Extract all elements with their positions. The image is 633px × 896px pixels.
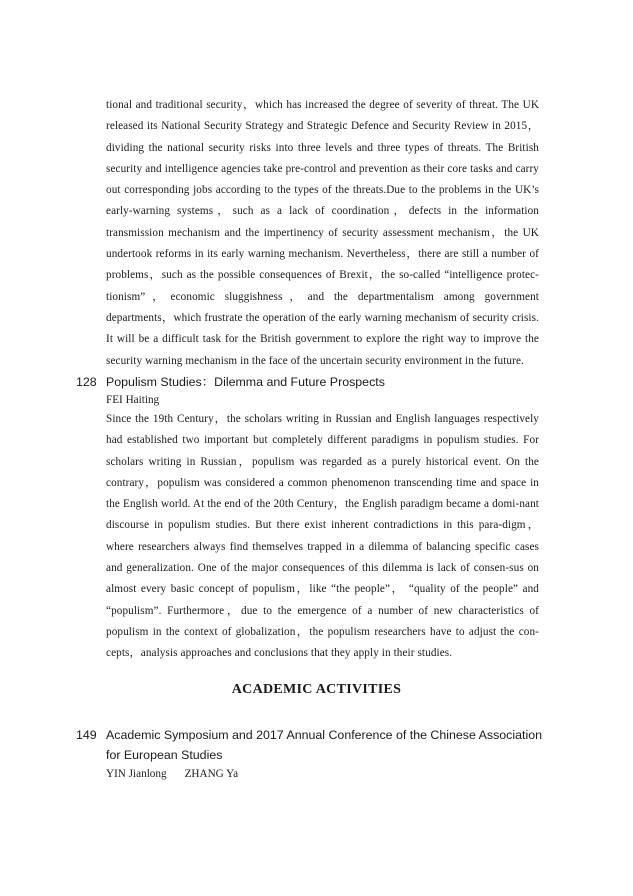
article-title: Populism Studies：Dilemma and Future Prospects xyxy=(106,375,385,389)
page-number: 128 xyxy=(76,375,97,389)
toc-entry-symposium xyxy=(76,725,556,765)
article-authors xyxy=(106,764,238,784)
page-number: 149 xyxy=(76,728,97,742)
article-author: FEI Haiting xyxy=(106,394,160,406)
author-name: YIN Jianlong xyxy=(106,768,167,780)
article-title-line1: Academic Symposium and 2017 Annual Conference of the Chinese Association xyxy=(106,728,543,742)
author-name: ZHANG Ya xyxy=(184,768,239,780)
article-title-line2: for European Studies xyxy=(106,748,223,762)
abstract-continuation: tional and traditional security，which has increased the degree of severity of threat. The UK released its National Security Strategy and Strategic Defence and Security Review in 2015，dividing the national security risks into three levels and three types of threats. The British security and intelligence agencies take pre-control and prevention as their core tasks and carry out corresponding jobs according to the types of the threats.Due to the problems in the UK’s early-warning systems，such as a lack of coordination，defects in the information transmission mechanism and the impertinency of security assessment mechanism，the UK undertook reforms in its early warning mechanism. Nevertheless，there are still a number of problems，such as the possible consequences of Brexit，the so-called “intelligence protec-tionism”，economic sluggishness，and the departmentalism among government departments，which frustrate the operation of the early warning mechanism of security crisis. It will be a difficult task for the British government to explore the right way to improve the security warning mechanism in the face of the uncertain security environment in the future. xyxy=(106,99,539,367)
article-abstract: Since the 19th Century，the scholars writing in Russian and English languages respectively had established two important but completely different paradigms in populism studies. For scholars writing in Russian，populism was regarded as a purely historical event. On the contrary，populism was considered a common phenomenon transcending time and space in the English world. At the end of the 20th Century，the English paradigm became a domi-nant discourse in populism studies. But there exist inherent contradictions in this para-digm，where researchers always find themselves trapped in a dilemma of balancing specific cases and generalization. One of the major consequences of this dilemma is lack of consen-sus on almost every basic concept of populism，like “the people”， “quality of the people” and “populism”. Furthermore，due to the emergence of a number of new characteristics of populism in the context of globalization，the populism researchers have to adjust the con-cepts，analysis approaches and conclusions that they apply in their studies. xyxy=(106,413,539,660)
toc-entry-populism xyxy=(76,372,556,392)
section-title: ACADEMIC ACTIVITIES xyxy=(231,682,402,697)
